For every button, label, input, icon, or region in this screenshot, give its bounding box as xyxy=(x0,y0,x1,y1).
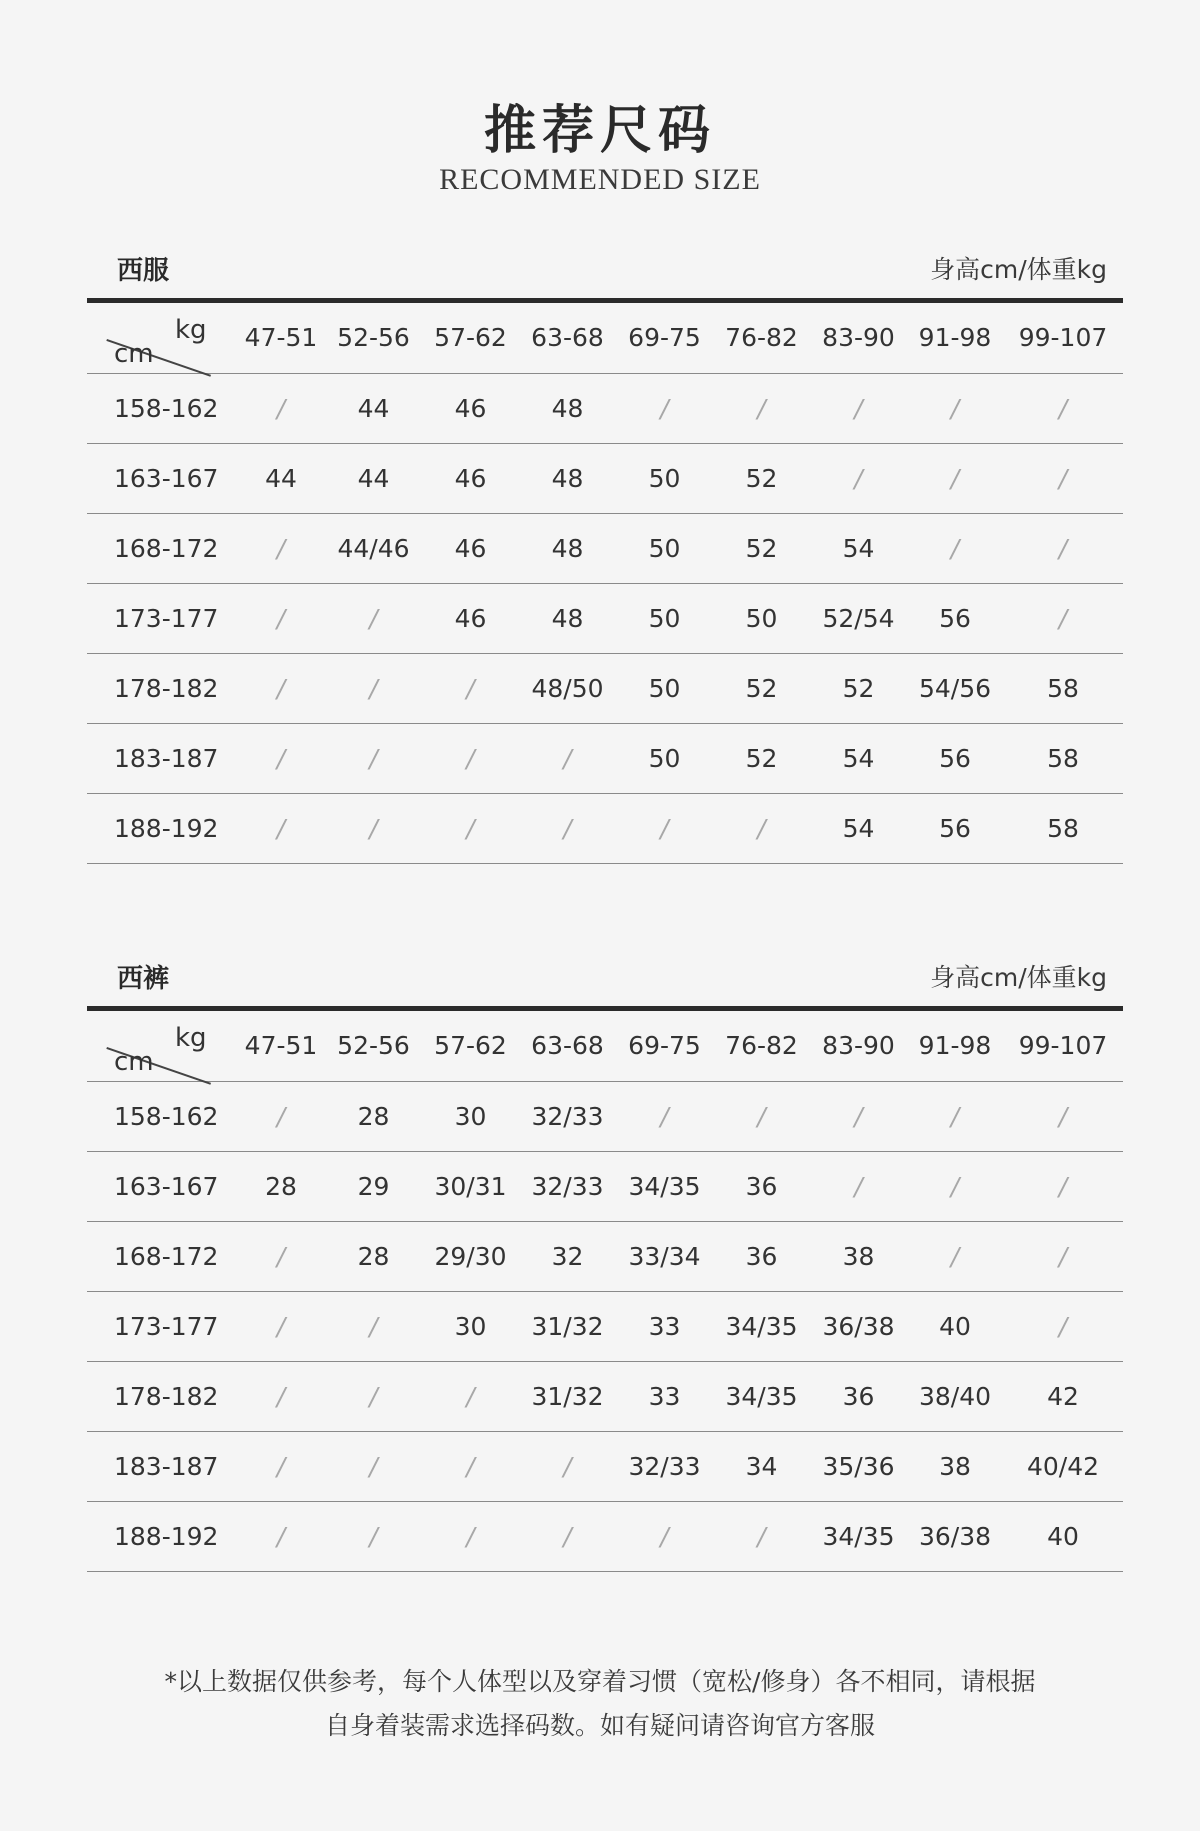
height-range-cell: 173-177 xyxy=(87,1291,237,1361)
weight-range-header: 91-98 xyxy=(907,1011,1003,1081)
size-cell: 36 xyxy=(713,1151,810,1221)
unavailable-cell: / xyxy=(713,1501,810,1571)
size-cell: 28 xyxy=(237,1151,325,1221)
unavailable-cell: / xyxy=(1003,443,1123,513)
size-cell: 30 xyxy=(422,1291,519,1361)
section-title: 西裤 xyxy=(117,964,170,994)
size-cell: 33 xyxy=(616,1361,713,1431)
weight-range-header: 83-90 xyxy=(810,303,907,373)
size-cell: 48/50 xyxy=(519,653,616,723)
unavailable-cell: / xyxy=(616,793,713,863)
table-row xyxy=(87,723,1123,793)
table-row xyxy=(87,1501,1123,1571)
footnote xyxy=(0,1660,1200,1748)
size-cell: 36/38 xyxy=(810,1291,907,1361)
unavailable-cell: / xyxy=(713,373,810,443)
size-cell: 50 xyxy=(616,723,713,793)
height-range-cell: 183-187 xyxy=(87,1431,237,1501)
size-cell: 46 xyxy=(422,373,519,443)
unavailable-cell: / xyxy=(907,443,1003,513)
size-cell: 54 xyxy=(810,723,907,793)
unavailable-cell: / xyxy=(519,1501,616,1571)
weight-range-header: 83-90 xyxy=(810,1011,907,1081)
height-range-cell: 168-172 xyxy=(87,513,237,583)
size-cell: 46 xyxy=(422,583,519,653)
size-cell: 35/36 xyxy=(810,1431,907,1501)
weight-range-header: 99-107 xyxy=(1003,1011,1123,1081)
unavailable-cell: / xyxy=(237,513,325,583)
table-row xyxy=(87,1151,1123,1221)
unavailable-cell: / xyxy=(1003,1221,1123,1291)
size-cell: 40 xyxy=(907,1291,1003,1361)
size-cell: 52 xyxy=(713,443,810,513)
size-cell: 52/54 xyxy=(810,583,907,653)
size-cell: 58 xyxy=(1003,723,1123,793)
size-cell: 32 xyxy=(519,1221,616,1291)
size-cell: 33 xyxy=(616,1291,713,1361)
size-cell: 52 xyxy=(713,653,810,723)
size-cell: 54/56 xyxy=(907,653,1003,723)
height-range-cell: 163-167 xyxy=(87,443,237,513)
size-cell: 44 xyxy=(325,443,422,513)
size-cell: 36 xyxy=(810,1361,907,1431)
size-cell: 29 xyxy=(325,1151,422,1221)
unavailable-cell: / xyxy=(810,373,907,443)
size-cell: 38 xyxy=(810,1221,907,1291)
unavailable-cell: / xyxy=(325,1361,422,1431)
size-cell: 48 xyxy=(519,443,616,513)
weight-range-header: 91-98 xyxy=(907,303,1003,373)
size-cell: 46 xyxy=(422,513,519,583)
size-cell: 33/34 xyxy=(616,1221,713,1291)
size-cell: 50 xyxy=(616,653,713,723)
unavailable-cell: / xyxy=(422,1361,519,1431)
table-row xyxy=(87,513,1123,583)
unavailable-cell: / xyxy=(422,723,519,793)
size-cell: 32/33 xyxy=(519,1081,616,1151)
page-subtitle: RECOMMENDED SIZE xyxy=(439,163,761,196)
unavailable-cell: / xyxy=(519,1431,616,1501)
weight-range-header: 69-75 xyxy=(616,1011,713,1081)
unavailable-cell: / xyxy=(325,723,422,793)
size-cell: 48 xyxy=(519,583,616,653)
table-row xyxy=(87,1081,1123,1151)
size-cell: 28 xyxy=(325,1221,422,1291)
table-row xyxy=(87,793,1123,863)
size-table xyxy=(87,303,1123,864)
unavailable-cell: / xyxy=(237,373,325,443)
unavailable-cell: / xyxy=(1003,513,1123,583)
unavailable-cell: / xyxy=(325,583,422,653)
weight-range-header: 76-82 xyxy=(713,303,810,373)
unavailable-cell: / xyxy=(907,1221,1003,1291)
unavailable-cell: / xyxy=(325,1501,422,1571)
unavailable-cell: / xyxy=(907,513,1003,583)
weight-range-header: 63-68 xyxy=(519,303,616,373)
unavailable-cell: / xyxy=(616,1501,713,1571)
size-cell: 34/35 xyxy=(713,1291,810,1361)
height-unit-label: cm xyxy=(114,339,154,369)
weight-range-header: 47-51 xyxy=(237,1011,325,1081)
unavailable-cell: / xyxy=(422,793,519,863)
size-cell: 34/35 xyxy=(713,1361,810,1431)
table-row xyxy=(87,443,1123,513)
unavailable-cell: / xyxy=(713,793,810,863)
unavailable-cell: / xyxy=(616,1081,713,1151)
size-cell: 58 xyxy=(1003,793,1123,863)
size-cell: 54 xyxy=(810,513,907,583)
unavailable-cell: / xyxy=(237,1431,325,1501)
unavailable-cell: / xyxy=(237,723,325,793)
weight-range-header: 57-62 xyxy=(422,1011,519,1081)
suit-size-section xyxy=(87,240,1123,864)
weight-range-header: 57-62 xyxy=(422,303,519,373)
size-cell: 48 xyxy=(519,513,616,583)
height-range-cell: 158-162 xyxy=(87,373,237,443)
size-cell: 44/46 xyxy=(325,513,422,583)
size-cell: 52 xyxy=(713,513,810,583)
trousers-size-section xyxy=(87,948,1123,1572)
height-range-cell: 178-182 xyxy=(87,653,237,723)
unavailable-cell: / xyxy=(237,793,325,863)
table-row xyxy=(87,1361,1123,1431)
weight-range-header: 47-51 xyxy=(237,303,325,373)
weight-range-header: 99-107 xyxy=(1003,303,1123,373)
unavailable-cell: / xyxy=(237,653,325,723)
unavailable-cell: / xyxy=(1003,1291,1123,1361)
table-row xyxy=(87,583,1123,653)
size-cell: 28 xyxy=(325,1081,422,1151)
unavailable-cell: / xyxy=(907,373,1003,443)
size-cell: 31/32 xyxy=(519,1361,616,1431)
unavailable-cell: / xyxy=(422,1501,519,1571)
size-cell: 34/35 xyxy=(616,1151,713,1221)
header-row xyxy=(87,1011,1123,1081)
unavailable-cell: / xyxy=(616,373,713,443)
unavailable-cell: / xyxy=(810,1151,907,1221)
weight-range-header: 69-75 xyxy=(616,303,713,373)
unavailable-cell: / xyxy=(325,793,422,863)
size-cell: 29/30 xyxy=(422,1221,519,1291)
unavailable-cell: / xyxy=(519,723,616,793)
table-row xyxy=(87,1221,1123,1291)
unit-label: 身高cm/体重kg xyxy=(930,255,1107,284)
table-row xyxy=(87,1291,1123,1361)
size-cell: 50 xyxy=(713,583,810,653)
unavailable-cell: / xyxy=(519,793,616,863)
height-range-cell: 163-167 xyxy=(87,1151,237,1221)
unit-label: 身高cm/体重kg xyxy=(930,963,1107,992)
unavailable-cell: / xyxy=(237,1361,325,1431)
corner-header xyxy=(87,303,237,373)
size-cell: 40/42 xyxy=(1003,1431,1123,1501)
unavailable-cell: / xyxy=(237,1081,325,1151)
height-range-cell: 188-192 xyxy=(87,793,237,863)
table-row xyxy=(87,653,1123,723)
size-cell: 50 xyxy=(616,513,713,583)
unavailable-cell: / xyxy=(325,1291,422,1361)
size-cell: 36/38 xyxy=(907,1501,1003,1571)
size-cell: 56 xyxy=(907,793,1003,863)
size-cell: 56 xyxy=(907,583,1003,653)
size-cell: 58 xyxy=(1003,653,1123,723)
height-range-cell: 178-182 xyxy=(87,1361,237,1431)
size-cell: 48 xyxy=(519,373,616,443)
size-cell: 50 xyxy=(616,583,713,653)
size-cell: 54 xyxy=(810,793,907,863)
section-title: 西服 xyxy=(117,256,170,286)
footnote-line: *以上数据仅供参考，每个人体型以及穿着习惯（宽松/修身）各不相同，请根据 xyxy=(164,1667,1036,1696)
unavailable-cell: / xyxy=(713,1081,810,1151)
unavailable-cell: / xyxy=(810,443,907,513)
height-unit-label: cm xyxy=(114,1047,154,1077)
unavailable-cell: / xyxy=(237,1221,325,1291)
unavailable-cell: / xyxy=(1003,373,1123,443)
unavailable-cell: / xyxy=(237,1501,325,1571)
unavailable-cell: / xyxy=(1003,583,1123,653)
unavailable-cell: / xyxy=(422,1431,519,1501)
size-cell: 52 xyxy=(810,653,907,723)
corner-header xyxy=(87,1011,237,1081)
size-cell: 44 xyxy=(237,443,325,513)
unavailable-cell: / xyxy=(325,653,422,723)
size-cell: 30 xyxy=(422,1081,519,1151)
size-cell: 46 xyxy=(422,443,519,513)
height-range-cell: 173-177 xyxy=(87,583,237,653)
size-cell: 50 xyxy=(616,443,713,513)
size-cell: 34 xyxy=(713,1431,810,1501)
height-range-cell: 188-192 xyxy=(87,1501,237,1571)
unavailable-cell: / xyxy=(810,1081,907,1151)
size-cell: 30/31 xyxy=(422,1151,519,1221)
unavailable-cell: / xyxy=(907,1151,1003,1221)
section-header xyxy=(87,240,1123,298)
size-cell: 34/35 xyxy=(810,1501,907,1571)
unavailable-cell: / xyxy=(1003,1081,1123,1151)
size-cell: 32/33 xyxy=(519,1151,616,1221)
footnote-line: 自身着装需求选择码数。如有疑问请咨询官方客服 xyxy=(324,1711,875,1740)
weight-range-header: 63-68 xyxy=(519,1011,616,1081)
size-cell: 38 xyxy=(907,1431,1003,1501)
weight-range-header: 76-82 xyxy=(713,1011,810,1081)
weight-unit-label: kg xyxy=(175,315,207,345)
size-cell: 31/32 xyxy=(519,1291,616,1361)
height-range-cell: 168-172 xyxy=(87,1221,237,1291)
size-cell: 38/40 xyxy=(907,1361,1003,1431)
size-cell: 32/33 xyxy=(616,1431,713,1501)
size-table xyxy=(87,1011,1123,1572)
header-row xyxy=(87,303,1123,373)
table-row xyxy=(87,1431,1123,1501)
size-cell: 56 xyxy=(907,723,1003,793)
unavailable-cell: / xyxy=(422,653,519,723)
unavailable-cell: / xyxy=(237,583,325,653)
size-cell: 42 xyxy=(1003,1361,1123,1431)
table-row xyxy=(87,373,1123,443)
weight-unit-label: kg xyxy=(175,1023,207,1053)
height-range-cell: 158-162 xyxy=(87,1081,237,1151)
unavailable-cell: / xyxy=(237,1291,325,1361)
unavailable-cell: / xyxy=(907,1081,1003,1151)
size-cell: 52 xyxy=(713,723,810,793)
weight-range-header: 52-56 xyxy=(325,303,422,373)
unavailable-cell: / xyxy=(325,1431,422,1501)
unavailable-cell: / xyxy=(1003,1151,1123,1221)
height-range-cell: 183-187 xyxy=(87,723,237,793)
weight-range-header: 52-56 xyxy=(325,1011,422,1081)
page-title: 推荐尺码 xyxy=(483,101,716,161)
size-cell: 40 xyxy=(1003,1501,1123,1571)
size-cell: 36 xyxy=(713,1221,810,1291)
size-cell: 44 xyxy=(325,373,422,443)
section-header xyxy=(87,948,1123,1006)
